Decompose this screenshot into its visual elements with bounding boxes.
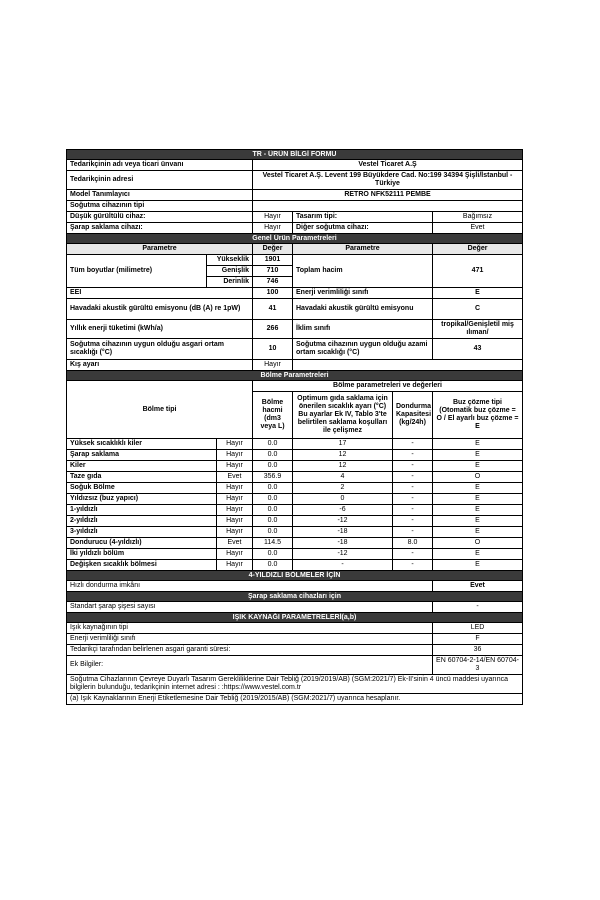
compartment-row: [67, 450, 523, 461]
compartment-volume: 0.0: [253, 494, 293, 505]
compartments-table: [66, 370, 523, 571]
max-temp-value: 43: [433, 339, 523, 360]
params-col-value-2: Değer: [433, 244, 523, 255]
noise-class-label: Havadaki akustik gürültü emisyonu: [293, 299, 433, 320]
type-label: Soğutma cihazının tipi: [67, 201, 253, 212]
defrost-header: Buz çözme tipi (Otomatik buz çözme = O / El ayarlı buz çözme = E: [433, 392, 523, 439]
model-value: RETRO NFK52111 PEMBE: [253, 190, 523, 201]
compartment-row: [67, 483, 523, 494]
compartment-freeze: -: [393, 450, 433, 461]
compartment-defrost: E: [433, 439, 523, 450]
wine-device-value: Hayır: [253, 223, 293, 234]
compartment-row: [67, 527, 523, 538]
compartment-present: Hayır: [217, 549, 253, 560]
form-title: TR - ÜRÜN BİLGİ FORMU: [67, 150, 523, 160]
compartment-present: Hayır: [217, 505, 253, 516]
winter-label: Kış ayarı: [67, 360, 253, 371]
fast-freeze-label: Hızlı dondurma imkânı: [67, 581, 433, 592]
winter-empty: [293, 360, 523, 371]
compartment-name: Şarap saklama: [67, 450, 217, 461]
height-value: 1901: [253, 255, 293, 266]
compartment-temp: -12: [293, 549, 393, 560]
low-noise-label: Düşük gürültülü cihaz:: [67, 212, 253, 223]
compartment-present: Hayır: [217, 450, 253, 461]
compartment-row: [67, 494, 523, 505]
model-label: Model Tanımlayıcı: [67, 190, 253, 201]
note-2: (a) Işık Kaynaklarının Enerji Etiketlemesine Dair Tebliğ (2019/2015/AB) (SGM:2021/7) uyarınca hesaplanır.: [67, 694, 523, 705]
eei-label: EEI: [67, 288, 253, 299]
wine-section-title: Şarap saklama cihazları için: [67, 592, 523, 602]
compartment-name: Soğuk Bölme: [67, 483, 217, 494]
compartment-type-header: Bölme tipi: [67, 381, 253, 439]
compartment-temp: 12: [293, 450, 393, 461]
compartment-temp: 17: [293, 439, 393, 450]
compartment-name: Yüksek sıcaklıklı kiler: [67, 439, 217, 450]
params-section-title: Genel Ürün Parametreleri: [67, 234, 523, 244]
energy-class-value: E: [433, 288, 523, 299]
supplier-value: Vestel Ticaret A.Ş: [253, 160, 523, 171]
other-device-value: Evet: [433, 223, 523, 234]
noise-label: Havadaki akustik gürültü emisyonu (dB (A) re 1pW): [67, 299, 253, 320]
compartment-volume: 114.5: [253, 538, 293, 549]
params-col-param-2: Parametre: [293, 244, 433, 255]
climate-class-value: tropikal/Genişletil miş ılıman/: [433, 320, 523, 339]
compartment-defrost: E: [433, 560, 523, 571]
general-info-table: [66, 149, 523, 234]
four-star-table: [66, 570, 523, 705]
noise-value: 41: [253, 299, 293, 320]
compartment-volume: 0.0: [253, 483, 293, 494]
fast-freeze-value: Evet: [433, 581, 523, 592]
compartment-name: Değişken sıcaklık bölmesi: [67, 560, 217, 571]
compartment-defrost: O: [433, 472, 523, 483]
annual-energy-label: Yıllık enerji tüketimi (kWh/a): [67, 320, 253, 339]
compartment-rows: [67, 439, 523, 571]
compartment-volume: 0.0: [253, 439, 293, 450]
total-volume-label: Toplam hacim: [293, 255, 433, 288]
compartment-temp: 4: [293, 472, 393, 483]
volume-header: Bölme hacmi (dm3 veya L): [253, 392, 293, 439]
compartment-defrost: O: [433, 538, 523, 549]
compartment-volume: 356.9: [253, 472, 293, 483]
compartment-name: 2-yıldızlı: [67, 516, 217, 527]
compartment-present: Hayır: [217, 527, 253, 538]
address-label: Tedarikçinin adresi: [67, 171, 253, 190]
four-star-title: 4-YILDIZLI BÖLMELER İÇİN: [67, 571, 523, 581]
warranty-label: Tedarikçi tarafından belirlenen asgari garanti süresi:: [67, 645, 433, 656]
note-1: Soğutma Cihazlarının Çevreye Duyarlı Tasarım Gerekliliklerine Dair Tebliğ (2019/2019/AB) (SGM:2021/7) Ek-II'sinin 4 üncü maddesi uyarınca bilgilerin bulunduğu, tedarikçinin internet adresi : :https://www.vestel.com.tr: [67, 675, 523, 694]
compartment-freeze: -: [393, 483, 433, 494]
compartment-freeze: -: [393, 560, 433, 571]
compartment-defrost: E: [433, 516, 523, 527]
supplier-label: Tedarikçinin adı veya ticari ünvanı: [67, 160, 253, 171]
compartment-defrost: E: [433, 483, 523, 494]
compartment-present: Evet: [217, 472, 253, 483]
compartment-freeze: 8.0: [393, 538, 433, 549]
design-type-label: Tasarım tipi:: [293, 212, 433, 223]
compartment-temp: -: [293, 560, 393, 571]
temp-header: Optimum gıda saklama için önerilen sıcaklık ayarı (°C) Bu ayarlar Ek IV, Tablo 3'te belirtilen saklama koşulları ile çelişmez: [293, 392, 393, 439]
compartment-freeze: -: [393, 516, 433, 527]
other-device-label: Diğer soğutma cihazı:: [293, 223, 433, 234]
compartment-defrost: E: [433, 527, 523, 538]
product-info-sheet: [66, 149, 522, 705]
compartment-name: Kiler: [67, 461, 217, 472]
compartment-volume: 0.0: [253, 461, 293, 472]
dims-label: Tüm boyutlar (milimetre): [67, 255, 207, 288]
type-value: [253, 201, 523, 212]
warranty-value: 36: [433, 645, 523, 656]
compartment-row: [67, 461, 523, 472]
compartment-temp: 0: [293, 494, 393, 505]
address-value: Vestel Ticaret A.Ş. Levent 199 Büyükdere Cad. No:199 34394 Şişli/İstanbul - Türkiye: [253, 171, 523, 190]
compartment-present: Hayır: [217, 439, 253, 450]
compartment-defrost: E: [433, 461, 523, 472]
compartment-defrost: E: [433, 494, 523, 505]
compartment-temp: -6: [293, 505, 393, 516]
compartment-volume: 0.0: [253, 516, 293, 527]
compartment-name: Dondurucu (4-yıldızlı): [67, 538, 217, 549]
compartment-row: [67, 505, 523, 516]
height-label: Yükseklik: [207, 255, 253, 266]
compartments-section-title: Bölme Parametreleri: [67, 371, 523, 381]
compartment-name: Taze gıda: [67, 472, 217, 483]
depth-label: Derinlik: [207, 277, 253, 288]
compartment-temp: -18: [293, 527, 393, 538]
compartment-volume: 0.0: [253, 549, 293, 560]
compartment-present: Hayır: [217, 461, 253, 472]
compartment-freeze: -: [393, 461, 433, 472]
compartment-name: İki yıldızlı bölüm: [67, 549, 217, 560]
width-label: Genişlik: [207, 266, 253, 277]
compartment-freeze: -: [393, 527, 433, 538]
wine-bottles-label: Standart şarap şişesi sayısı: [67, 602, 433, 613]
general-parameters-table: [66, 233, 523, 371]
low-noise-value: Hayır: [253, 212, 293, 223]
compartment-row: [67, 560, 523, 571]
noise-class-value: C: [433, 299, 523, 320]
light-class-value: F: [433, 634, 523, 645]
annual-energy-value: 266: [253, 320, 293, 339]
min-temp-value: 10: [253, 339, 293, 360]
width-value: 710: [253, 266, 293, 277]
compartment-freeze: -: [393, 472, 433, 483]
compartment-freeze: -: [393, 439, 433, 450]
compartment-name: 1-yıldızlı: [67, 505, 217, 516]
compartment-present: Hayır: [217, 516, 253, 527]
compartment-row: [67, 472, 523, 483]
annex-label: Ek Bilgiler:: [67, 656, 433, 675]
light-class-label: Enerji verimliliği sınıfı: [67, 634, 433, 645]
compartment-defrost: E: [433, 450, 523, 461]
compartment-row: [67, 516, 523, 527]
winter-value: Hayır: [253, 360, 293, 371]
energy-class-label: Enerji verimliliği sınıfı: [293, 288, 433, 299]
compartment-freeze: -: [393, 505, 433, 516]
compartment-present: Hayır: [217, 494, 253, 505]
max-temp-label: Soğutma cihazının uygun olduğu azami ortam sıcaklığı (°C): [293, 339, 433, 360]
compartment-temp: -12: [293, 516, 393, 527]
params-col-param: Parametre: [67, 244, 253, 255]
design-type-value: Bağımsız: [433, 212, 523, 223]
compartment-volume: 0.0: [253, 527, 293, 538]
min-temp-label: Soğutma cihazının uygun olduğu asgari ortam sıcaklığı (°C): [67, 339, 253, 360]
compartment-name: Yıldızsız (buz yapıcı): [67, 494, 217, 505]
compartment-present: Hayır: [217, 483, 253, 494]
compartment-freeze: -: [393, 549, 433, 560]
eei-value: 100: [253, 288, 293, 299]
compartment-temp: 2: [293, 483, 393, 494]
depth-value: 746: [253, 277, 293, 288]
compartments-group-title: Bölme parametreleri ve değerleri: [253, 381, 523, 392]
compartment-row: [67, 538, 523, 549]
compartment-row: [67, 549, 523, 560]
compartment-present: Evet: [217, 538, 253, 549]
freeze-header: Dondurma Kapasitesi (kg/24h): [393, 392, 433, 439]
compartment-volume: 0.0: [253, 505, 293, 516]
compartment-volume: 0.0: [253, 560, 293, 571]
light-type-value: LED: [433, 623, 523, 634]
wine-bottles-value: -: [433, 602, 523, 613]
compartment-defrost: E: [433, 549, 523, 560]
compartment-row: [67, 439, 523, 450]
light-type-label: Işık kaynağının tipi: [67, 623, 433, 634]
compartment-freeze: -: [393, 494, 433, 505]
wine-device-label: Şarap saklama cihazı:: [67, 223, 253, 234]
climate-class-label: İklim sınıfı: [293, 320, 433, 339]
compartment-name: 3-yıldızlı: [67, 527, 217, 538]
compartment-present: Hayır: [217, 560, 253, 571]
compartment-volume: 0.0: [253, 450, 293, 461]
annex-value: EN 60704-2-14/EN 60704-3: [433, 656, 523, 675]
params-col-value: Değer: [253, 244, 293, 255]
compartment-temp: -18: [293, 538, 393, 549]
compartment-temp: 12: [293, 461, 393, 472]
light-section-title: IŞIK KAYNAĞI PARAMETRELERİ(a,b): [67, 613, 523, 623]
total-volume-value: 471: [433, 255, 523, 288]
compartment-defrost: E: [433, 505, 523, 516]
